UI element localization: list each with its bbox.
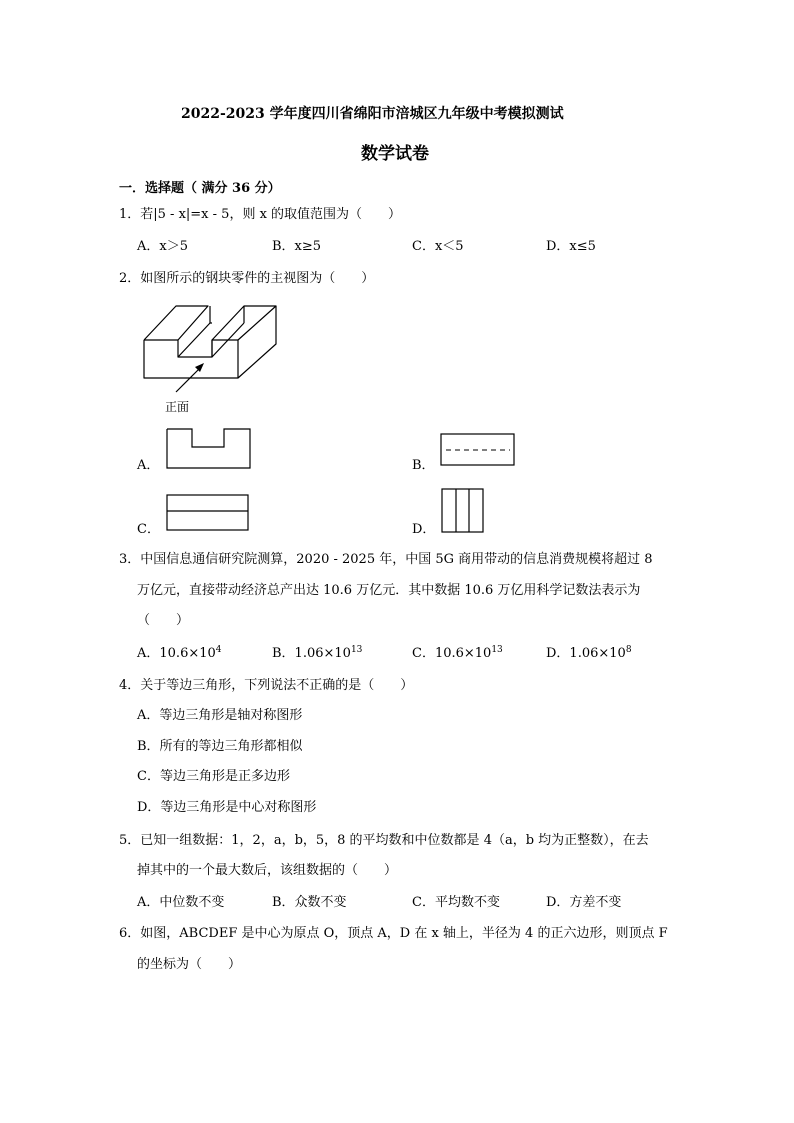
q3-option-c-base: C．10.6×10 xyxy=(412,646,492,661)
q2-option-a-label: A． xyxy=(137,458,160,473)
q5-option-b: B．众数不变 xyxy=(272,895,347,910)
q2-stem: 2．如图所示的钢块零件的主视图为（ ） xyxy=(119,271,375,286)
q1-stem: 1．若|5 - x|=x - 5，则 x 的取值范围为（ ） xyxy=(119,207,402,222)
q2-option-d-label: D． xyxy=(412,522,436,537)
q4-stem: 4．关于等边三角形，下列说法不正确的是（ ） xyxy=(119,678,414,693)
q5-option-d: D．方差不变 xyxy=(546,895,622,910)
q4-option-b: B．所有的等边三角形都相似 xyxy=(137,739,303,754)
q3-stem-line3: （ ） xyxy=(137,613,190,628)
q1-option-d: D．x≤5 xyxy=(546,239,596,254)
q3-option-a-base: A．10.6×10 xyxy=(137,646,216,661)
q5-stem-line2: 掉其中的一个最大数后，该组数据的（ ） xyxy=(137,863,398,878)
section-heading: 一．选择题（ 满分 36 分） xyxy=(119,181,281,196)
q2-option-b-figure xyxy=(440,433,516,467)
q3-option-b-exponent: 13 xyxy=(350,645,363,655)
front-view-label: 正面 xyxy=(165,400,190,414)
q5-option-a: A．中位数不变 xyxy=(137,895,225,910)
q4-option-d: D．等边三角形是中心对称图形 xyxy=(137,800,317,815)
q3-option-d-base: D．1.06×10 xyxy=(546,646,626,661)
q3-option-d-exponent: 8 xyxy=(625,645,632,655)
q6-stem-line1: 6．如图，ABCDEF 是中心为原点 O，顶点 A，D 在 x 轴上，半径为 4 的正六边形，则顶点 F xyxy=(119,926,668,941)
q3-option-a xyxy=(137,645,222,663)
exam-subtitle: 数学试卷 xyxy=(361,144,429,164)
q4-option-a: A．等边三角形是轴对称图形 xyxy=(137,708,303,723)
q5-option-c: C．平均数不变 xyxy=(412,895,500,910)
exam-title: 2022-2023 学年度四川省绵阳市涪城区九年级中考模拟测试 xyxy=(181,106,564,122)
q3-stem-line2: 万亿元，直接带动经济总产出达 10.6 万亿元．其中数据 10.6 万亿用科学记数法表示为 xyxy=(137,583,641,598)
q2-option-c-label: C． xyxy=(137,522,160,537)
q5-stem-line1: 5．已知一组数据：1，2，a，b，5，8 的平均数和中位数都是 4（a，b 均为正整数），在去 xyxy=(119,833,649,848)
q3-option-c-exponent: 13 xyxy=(491,645,503,655)
steel-block-figure xyxy=(140,296,280,386)
q1-option-c: C．x＜5 xyxy=(412,239,464,254)
q2-option-c-figure xyxy=(166,494,250,532)
q3-option-c xyxy=(412,645,503,663)
q3-option-b xyxy=(272,645,362,663)
q1-option-a: A．x＞5 xyxy=(137,239,188,254)
q6-stem-line2: 的坐标为（ ） xyxy=(137,957,242,972)
q2-option-b-label: B． xyxy=(412,458,435,473)
q2-option-d-figure xyxy=(441,488,485,534)
q3-stem-line1: 3．中国信息通信研究院测算，2020 - 2025 年，中国 5G 商用带动的信息消费规模将超过 8 xyxy=(119,552,653,567)
arrowhead-icon xyxy=(195,363,204,372)
q3-option-a-exponent: 4 xyxy=(215,645,222,655)
q3-option-d xyxy=(546,645,632,663)
q1-option-b: B．x≥5 xyxy=(272,239,322,254)
q4-option-c: C．等边三角形是正多边形 xyxy=(137,769,290,784)
q2-option-a-figure xyxy=(166,428,252,470)
q3-option-b-base: B．1.06×10 xyxy=(272,646,351,661)
